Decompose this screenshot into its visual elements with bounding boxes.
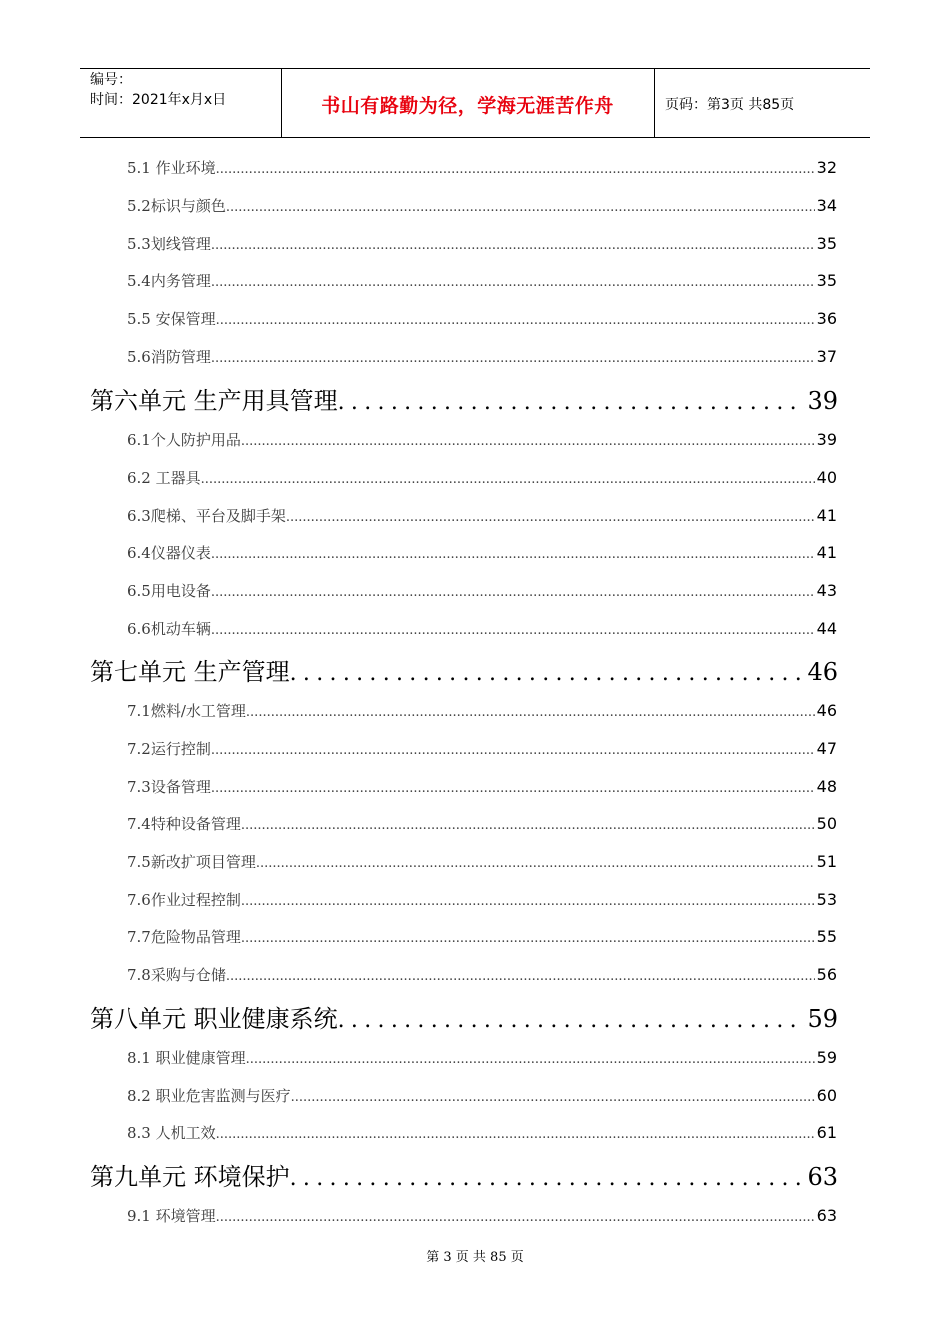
toc-entry-title: 第七单元 生产管理 — [90, 658, 290, 686]
toc-entry-page-number: 56 — [816, 965, 837, 984]
toc-dot-leader — [226, 966, 815, 988]
toc-dot-leader — [290, 1162, 806, 1196]
toc-section-entry[interactable] — [127, 542, 837, 564]
toc-entry-title: 5.2标识与颜色 — [127, 197, 226, 215]
toc-section-entry[interactable] — [127, 851, 837, 873]
toc-dot-leader — [291, 1087, 815, 1109]
toc-entry-title: 5.4内务管理 — [127, 272, 211, 290]
document-code-label: 编号： — [90, 72, 132, 88]
toc-dot-leader — [211, 582, 815, 604]
toc-entry-page-number: 39 — [807, 387, 838, 415]
toc-dot-leader — [241, 928, 815, 950]
toc-entry-title: 9.1 环境管理 — [127, 1207, 216, 1225]
toc-section-entry[interactable] — [127, 926, 837, 948]
toc-entry-page-number: 36 — [816, 309, 837, 328]
toc-dot-leader — [211, 348, 815, 370]
toc-dot-leader — [290, 657, 806, 691]
toc-unit-entry[interactable] — [90, 1002, 838, 1036]
toc-dot-leader — [241, 431, 815, 453]
toc-entry-page-number: 61 — [816, 1123, 837, 1142]
toc-entry-title: 7.4特种设备管理 — [127, 815, 241, 833]
toc-section-entry[interactable] — [127, 157, 837, 179]
toc-dot-leader — [338, 1004, 806, 1038]
toc-dot-leader — [211, 235, 815, 257]
toc-section-entry[interactable] — [127, 700, 837, 722]
toc-unit-entry[interactable] — [90, 655, 838, 689]
toc-entry-page-number: 43 — [816, 581, 837, 600]
toc-section-entry[interactable] — [127, 964, 837, 986]
toc-entry-title: 5.6消防管理 — [127, 348, 211, 366]
header-meta-cell — [80, 69, 282, 137]
toc-entry-page-number: 35 — [816, 234, 837, 253]
toc-entry-title: 5.1 作业环境 — [127, 159, 216, 177]
toc-entry-title: 6.5用电设备 — [127, 582, 211, 600]
header-motto: 书山有路勤为径，学海无涯苦作舟 — [321, 95, 614, 117]
toc-section-entry[interactable] — [127, 738, 837, 760]
toc-entry-page-number: 50 — [816, 814, 837, 833]
toc-section-entry[interactable] — [127, 889, 837, 911]
toc-dot-leader — [286, 507, 815, 529]
toc-entry-title: 8.1 职业健康管理 — [127, 1049, 246, 1067]
toc-section-entry[interactable] — [127, 813, 837, 835]
toc-entry-page-number: 37 — [816, 347, 837, 366]
toc-entry-title: 6.3爬梯、平台及脚手架 — [127, 507, 286, 525]
toc-dot-leader — [211, 544, 815, 566]
toc-dot-leader — [211, 778, 815, 800]
toc-entry-page-number: 53 — [816, 890, 837, 909]
toc-unit-entry[interactable] — [90, 1160, 838, 1194]
toc-entry-page-number: 40 — [816, 468, 837, 487]
toc-section-entry[interactable] — [127, 270, 837, 292]
toc-entry-title: 5.5 安保管理 — [127, 310, 216, 328]
toc-entry-title: 5.3划线管理 — [127, 235, 211, 253]
toc-dot-leader — [256, 853, 815, 875]
toc-section-entry[interactable] — [127, 467, 837, 489]
toc-entry-page-number: 63 — [816, 1206, 837, 1225]
toc-entry-page-number: 46 — [816, 701, 837, 720]
toc-section-entry[interactable] — [127, 1205, 837, 1227]
toc-entry-title: 第八单元 职业健康系统 — [90, 1005, 338, 1033]
header-page-info: 页码：第3页 共85页 — [665, 97, 795, 113]
toc-entry-page-number: 44 — [816, 619, 837, 638]
toc-section-entry[interactable] — [127, 505, 837, 527]
toc-unit-entry[interactable] — [90, 384, 838, 418]
header-page-cell — [655, 69, 870, 137]
toc-entry-page-number: 48 — [816, 777, 837, 796]
page-footer: 第 3 页 共 85 页 — [426, 1250, 524, 1265]
toc-entry-title: 6.2 工器具 — [127, 469, 201, 487]
toc-dot-leader — [246, 1049, 815, 1071]
toc-section-entry[interactable] — [127, 1085, 837, 1107]
toc-dot-leader — [216, 1207, 815, 1229]
toc-entry-title: 7.3设备管理 — [127, 778, 211, 796]
toc-entry-title: 7.2运行控制 — [127, 740, 211, 758]
toc-dot-leader — [216, 1124, 815, 1146]
toc-section-entry[interactable] — [127, 618, 837, 640]
toc-entry-title: 7.6作业过程控制 — [127, 891, 241, 909]
toc-dot-leader — [216, 159, 815, 181]
toc-entry-page-number: 60 — [816, 1086, 837, 1105]
toc-entry-page-number: 41 — [816, 543, 837, 562]
page-header-table — [80, 68, 870, 138]
toc-dot-leader — [201, 469, 815, 491]
toc-dot-leader — [211, 740, 815, 762]
toc-dot-leader — [216, 310, 815, 332]
toc-entry-page-number: 63 — [807, 1163, 838, 1191]
toc-section-entry[interactable] — [127, 580, 837, 602]
toc-dot-leader — [246, 702, 815, 724]
toc-dot-leader — [338, 386, 806, 420]
toc-entry-page-number: 59 — [807, 1005, 838, 1033]
toc-entry-title: 7.1燃料/水工管理 — [127, 702, 246, 720]
toc-entry-title: 6.4仪器仪表 — [127, 544, 211, 562]
toc-entry-title: 7.8采购与仓储 — [127, 966, 226, 984]
toc-dot-leader — [211, 272, 815, 294]
header-motto-cell — [281, 69, 655, 137]
toc-entry-title: 8.2 职业危害监测与医疗 — [127, 1087, 291, 1105]
toc-entry-page-number: 51 — [816, 852, 837, 871]
toc-section-entry[interactable] — [127, 1047, 837, 1069]
toc-entry-page-number: 59 — [816, 1048, 837, 1067]
toc-entry-page-number: 39 — [816, 430, 837, 449]
toc-section-entry[interactable] — [127, 195, 837, 217]
toc-entry-title: 6.1个人防护用品 — [127, 431, 241, 449]
toc-dot-leader — [211, 620, 815, 642]
toc-entry-page-number: 35 — [816, 271, 837, 290]
toc-entry-page-number: 47 — [816, 739, 837, 758]
toc-dot-leader — [241, 815, 815, 837]
toc-entry-page-number: 46 — [807, 658, 838, 686]
toc-entry-title: 8.3 人机工效 — [127, 1124, 216, 1142]
toc-entry-title: 7.7危险物品管理 — [127, 928, 241, 946]
toc-section-entry[interactable] — [127, 233, 837, 255]
toc-section-entry[interactable] — [127, 776, 837, 798]
toc-dot-leader — [241, 891, 815, 913]
toc-entry-title: 第六单元 生产用具管理 — [90, 387, 338, 415]
toc-entry-title: 7.5新改扩项目管理 — [127, 853, 256, 871]
toc-entry-title: 第九单元 环境保护 — [90, 1163, 290, 1191]
toc-section-entry[interactable] — [127, 346, 837, 368]
toc-entry-page-number: 34 — [816, 196, 837, 215]
toc-entry-page-number: 41 — [816, 506, 837, 525]
toc-entry-page-number: 32 — [816, 158, 837, 177]
document-date-label: 时间：2021年x月x日 — [90, 92, 227, 108]
toc-section-entry[interactable] — [127, 308, 837, 330]
toc-entry-title: 6.6机动车辆 — [127, 620, 211, 638]
toc-dot-leader — [226, 197, 815, 219]
toc-section-entry[interactable] — [127, 429, 837, 451]
toc-section-entry[interactable] — [127, 1122, 837, 1144]
toc-entry-page-number: 55 — [816, 927, 837, 946]
